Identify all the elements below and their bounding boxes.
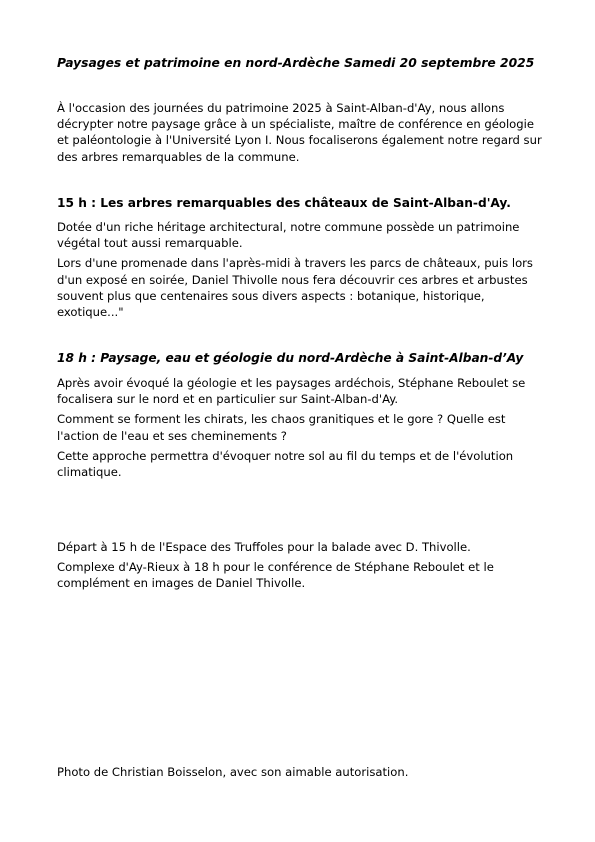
section-heading-arbres: 15 h : Les arbres remarquables des châteaux de Saint-Alban-d'Ay. — [57, 196, 511, 210]
info-line-depart: Départ à 15 h de l'Espace des Truffoles pour la balade avec D. Thivolle. — [57, 540, 471, 554]
intro-section — [57, 100, 547, 165]
photo-credit — [57, 764, 547, 780]
section-arbres — [57, 219, 547, 320]
section-geologie-paragraph: Après avoir évoqué la géologie et les paysages ardéchois, Stéphane Reboulet se focalisera sur le nord et en particulier sur Saint-Alban-d'Ay. — [57, 376, 526, 407]
info-line-conference: Complexe d'Ay-Rieux à 18 h pour le conférence de Stéphane Reboulet et le complément en images de Daniel Thivolle. — [57, 560, 494, 591]
section-heading-geologie: 18 h : Paysage, eau et géologie du nord-Ardèche à Saint-Alban-d’Ay — [57, 351, 524, 365]
section-arbres-paragraph: Lors d'une promenade dans l'après-midi à travers les parcs de châteaux, puis lors d'un exposé en soirée, Daniel Thivolle nous fera découvrir ces arbres et arbustes souvent plus que centenaires sous divers aspects : botanique, historique, exotique..." — [57, 256, 533, 320]
section-arbres-paragraph: Dotée d'un riche héritage architectural, notre commune possède un patrimoine végétal tout aussi remarquable. — [57, 220, 520, 251]
section-geologie-paragraph: Cette approche permettra d'évoquer notre sol au fil du temps et de l'évolution climatique. — [57, 448, 514, 480]
photo-credit-text: Photo de Christian Boisselon, avec son aimable autorisation. — [57, 765, 409, 779]
intro-paragraph: À l'occasion des journées du patrimoine 2025 à Saint-Alban-d'Ay, nous allons décrypter notre paysage grâce à un spécialiste, maître de conférence en géologie et paléontologie à l'Université Lyon I. Nous focaliserons également notre regard sur des arbres remarquables de la commune. — [57, 101, 542, 164]
section-geologie — [57, 375, 547, 480]
document-title: Paysages et patrimoine en nord-Ardèche Samedi 20 septembre 2025 — [57, 56, 535, 70]
section-geologie-paragraph: Comment se forment les chirats, les chaos granitiques et le gore ? Quelle est l'action de l'eau et ses cheminements ? — [57, 412, 506, 443]
practical-info — [57, 539, 547, 592]
